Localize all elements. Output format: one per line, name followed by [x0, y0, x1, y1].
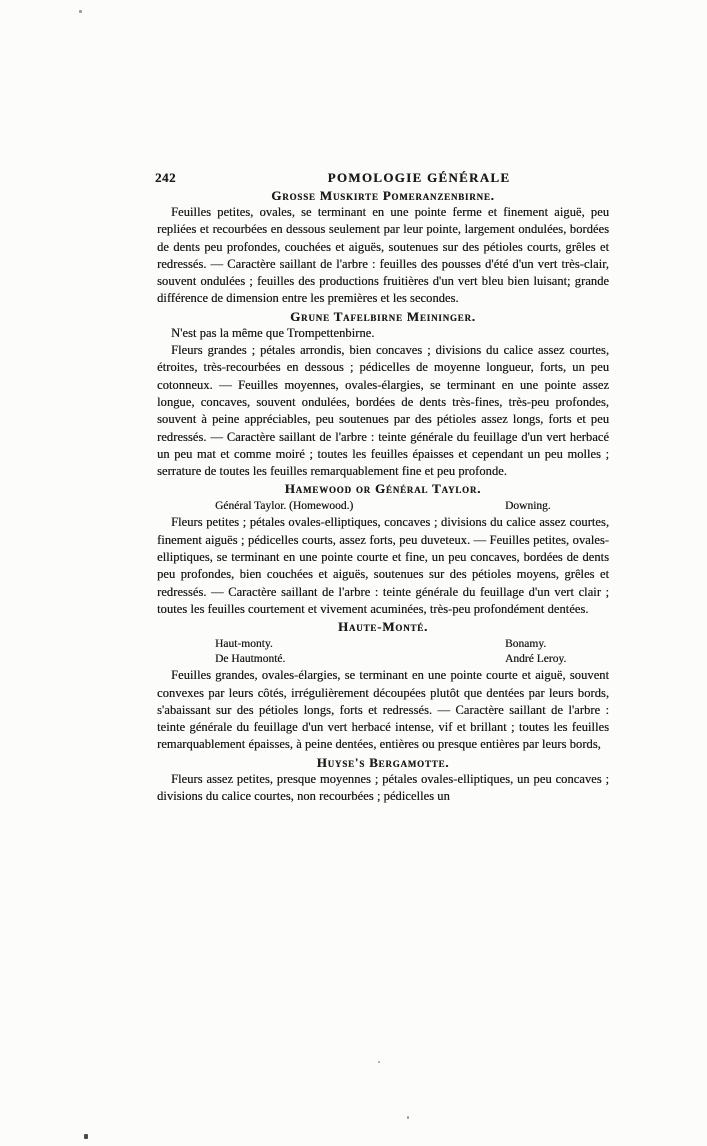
synonyms-right: [505, 499, 551, 514]
synonyms-row: [157, 637, 609, 667]
description-paragraph: Fleurs assez petites, presque moyennes ; pétales ovales-elliptiques, un peu concaves ; divisions du calice courtes, non recourbées ; pédicelles un: [157, 771, 609, 804]
note-paragraph: N'est pas la même que Trompettenbirne.: [171, 325, 375, 340]
description-paragraph: Feuilles petites, ovales, se terminant en une pointe ferme et finement aiguë, peu repliées et recourbées en dessous seulement par leur pointe, largement ondulées, bordées de dents peu profondes, couchées et aiguës, soutenues sur des pétioles courts, grêles et redressés. — Caractère saillant de l'arbre : feuilles des pousses d'été d'un vert très-clair, souvent ondulées ; feuilles des productions fruitières d'un vert bleu bien luisant; grande différence de dimension entre les premières et les secondes.: [157, 205, 609, 306]
scan-speck: [378, 1061, 380, 1063]
synonym: Haut-monty.: [215, 638, 273, 651]
running-title: POMOLOGIE GÉNÉRALE: [327, 170, 511, 185]
description-paragraph: Fleurs petites ; pétales ovales-elliptiques, concaves ; divisions du calice assez courtes, finement aiguës ; pédicelles courts, assez forts, peu duveteux. — Feuilles petites, ovales-elliptiques, se terminant en une pointe courte et fine, un peu concaves, bordées de dents peu profondes, bien couchées et aiguës, soutenues sur des pétioles moyens, grêles et redressés. — Caractère saillant de l'arbre : teinte générale du feuillage d'un vert clair ; toutes les feuilles courtement et vivement acuminées, très-peu profondément dentées.: [157, 515, 609, 616]
section-hamewood-general-taylor: [157, 480, 609, 618]
description-paragraph: Feuilles grandes, ovales-élargies, se terminant en une pointe courte et aiguë, souvent convexes par leurs côtés, irrégulièrement découpées plutôt que dentées par leurs bords, s'abaissant sur des pétioles longs, forts et redressés. — Caractère saillant de l'arbre : teinte générale du feuillage d'un vert herbacé intense, vif et brillant ; toutes les feuilles remarquablement épaisses, à peine dentées, entières ou presque entières par leurs bords,: [157, 668, 609, 752]
variety-heading: Huyse's Bergamotte.: [316, 754, 450, 770]
section-huyses-bergamotte: [157, 754, 609, 806]
synonym: Général Taylor. (Homewood.): [215, 500, 354, 513]
page-number: 242: [155, 170, 176, 185]
variety-heading: Grune Tafelbirne Meininger.: [290, 308, 476, 324]
scan-speck: [84, 1134, 88, 1139]
synonyms-row: [157, 499, 609, 514]
synonym-authority: Downing.: [505, 500, 551, 513]
synonyms-right: [505, 637, 566, 667]
section-haute-monte: [157, 618, 609, 753]
page-header: [157, 170, 609, 187]
variety-heading: Haute-Monté.: [337, 619, 429, 635]
scan-speck: [407, 1116, 409, 1119]
scan-speck: [79, 10, 82, 13]
section-grosse-muskirte-pomeranzenbirne: [157, 187, 609, 308]
page-content: [157, 0, 609, 805]
section-grune-tafelbirne-meininger: [157, 308, 609, 481]
synonym-authority: André Leroy.: [505, 653, 567, 666]
variety-heading: Hamewood or Général Taylor.: [284, 481, 482, 497]
variety-heading: Grosse Muskirte Pomeranzenbirne.: [271, 188, 495, 203]
synonym: De Hautmonté.: [215, 653, 286, 666]
description-paragraph: Fleurs grandes ; pétales arrondis, bien concaves ; divisions du calice assez courtes, étroites, très-recourbées en dessous ; pédicelles de moyenne longueur, forts, un peu cotonneux. — Feuilles moyennes, ovales-élargies, se terminant en une pointe assez longue, concaves, souvent ondulées, bordées de dents très-fines, très-peu profondes, souvent à peine appréciables, peu soutenues par des pétioles assez longs, forts et peu redressés. — Caractère saillant de l'arbre : teinte générale du feuillage d'un vert herbacé un peu mat et comme moiré ; toutes les feuilles épaisses et cependant un peu molles ; serrature de toutes les feuilles remarquablement fine et peu profonde.: [157, 343, 609, 479]
synonym-authority: Bonamy.: [505, 638, 547, 651]
